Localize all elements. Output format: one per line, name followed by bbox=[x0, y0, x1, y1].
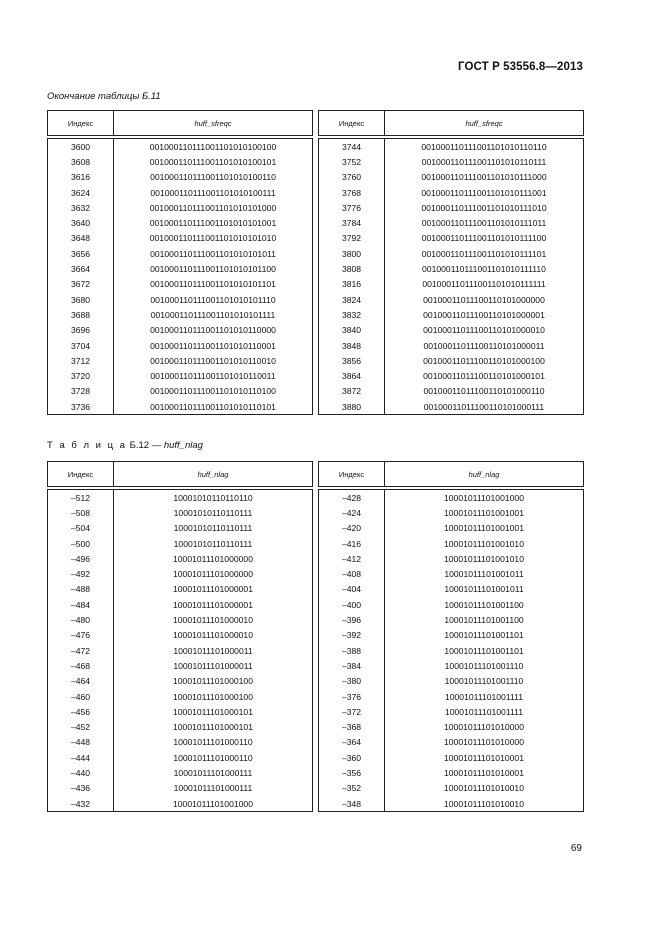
code-cell: 10001011101000011 bbox=[114, 643, 313, 658]
table-row bbox=[319, 399, 584, 415]
code-cell: 00100011011100110101000011 bbox=[385, 338, 584, 353]
code-cell: 10001011101000111 bbox=[114, 765, 313, 780]
code-cell: 00100011011100110101000001 bbox=[385, 307, 584, 322]
table-row bbox=[48, 750, 313, 765]
table-row bbox=[319, 246, 584, 261]
index-cell: –388 bbox=[319, 643, 385, 658]
table-row bbox=[48, 215, 313, 230]
code-cell: 001000110111001101010100100 bbox=[114, 139, 313, 155]
table-row bbox=[48, 261, 313, 276]
code-cell: 10001011101010010 bbox=[385, 796, 584, 812]
table-row bbox=[319, 521, 584, 536]
code-cell: 10001011101000010 bbox=[114, 612, 313, 627]
column-header-huff-sfreqc: huff_sfreqc bbox=[114, 111, 313, 136]
code-cell: 10001011101001101 bbox=[385, 628, 584, 643]
table-row bbox=[48, 139, 313, 155]
column-header-index: Индекс bbox=[319, 462, 385, 487]
code-cell: 00100011011100110101000100 bbox=[385, 353, 584, 368]
table-row bbox=[319, 551, 584, 566]
code-cell: 001000110111001101010110010 bbox=[114, 353, 313, 368]
code-cell: 001000110111001101010110100 bbox=[114, 384, 313, 399]
index-cell: 3672 bbox=[48, 277, 114, 292]
table-row bbox=[319, 490, 584, 506]
code-cell: 001000110111001101010100101 bbox=[114, 154, 313, 169]
index-cell: 3808 bbox=[319, 261, 385, 276]
code-cell: 001000110111001101010101010 bbox=[114, 231, 313, 246]
table-row bbox=[319, 215, 584, 230]
index-cell: –504 bbox=[48, 521, 114, 536]
index-cell: 3680 bbox=[48, 292, 114, 307]
index-cell: –492 bbox=[48, 566, 114, 581]
code-cell: 001000110111001101010101001 bbox=[114, 215, 313, 230]
table-row bbox=[48, 796, 313, 812]
code-cell: 10001011101001111 bbox=[385, 704, 584, 719]
table-row bbox=[319, 384, 584, 399]
code-cell: 10001011101001000 bbox=[114, 796, 313, 812]
index-cell: 3648 bbox=[48, 231, 114, 246]
table-row bbox=[319, 323, 584, 338]
index-cell: –448 bbox=[48, 735, 114, 750]
code-cell: 001000110111001101010110111 bbox=[385, 154, 584, 169]
code-cell: 10001010110110111 bbox=[114, 505, 313, 520]
code-cell: 10001011101000101 bbox=[114, 704, 313, 719]
code-cell: 10001011101000011 bbox=[114, 658, 313, 673]
index-cell: –488 bbox=[48, 582, 114, 597]
table-row bbox=[48, 338, 313, 353]
code-cell: 10001011101001010 bbox=[385, 551, 584, 566]
table-row bbox=[319, 307, 584, 322]
code-cell: 00100011011100110101000010 bbox=[385, 323, 584, 338]
table-row bbox=[48, 505, 313, 520]
table-row bbox=[319, 185, 584, 200]
table-row bbox=[48, 719, 313, 734]
code-cell: 001000110111001101010111010 bbox=[385, 200, 584, 215]
index-cell: –460 bbox=[48, 689, 114, 704]
index-cell: –444 bbox=[48, 750, 114, 765]
code-cell: 10001010110110111 bbox=[114, 536, 313, 551]
table-row bbox=[319, 536, 584, 551]
index-cell: –400 bbox=[319, 597, 385, 612]
index-cell: –360 bbox=[319, 750, 385, 765]
code-cell: 10001011101000110 bbox=[114, 735, 313, 750]
index-cell: –356 bbox=[319, 765, 385, 780]
code-cell: 10001011101001001 bbox=[385, 521, 584, 536]
index-cell: –464 bbox=[48, 674, 114, 689]
code-cell: 00100011011100110101000110 bbox=[385, 384, 584, 399]
code-cell: 10001011101000001 bbox=[114, 582, 313, 597]
index-cell: 3616 bbox=[48, 170, 114, 185]
table-row bbox=[48, 597, 313, 612]
code-cell: 10001011101001011 bbox=[385, 566, 584, 581]
table-row bbox=[48, 231, 313, 246]
index-cell: 3656 bbox=[48, 246, 114, 261]
index-cell: 3760 bbox=[319, 170, 385, 185]
code-cell: 10001011101010000 bbox=[385, 735, 584, 750]
table-b12 bbox=[47, 461, 584, 812]
code-cell: 001000110111001101010101101 bbox=[114, 277, 313, 292]
code-cell: 10001011101001111 bbox=[385, 689, 584, 704]
table-b12-left bbox=[47, 461, 313, 812]
code-cell: 001000110111001101010101110 bbox=[114, 292, 313, 307]
table-row bbox=[48, 292, 313, 307]
code-cell: 001000110111001101010111101 bbox=[385, 246, 584, 261]
code-cell: 001000110111001101010101000 bbox=[114, 200, 313, 215]
table-b12-caption bbox=[47, 440, 203, 451]
table-row bbox=[48, 566, 313, 581]
index-cell: –420 bbox=[319, 521, 385, 536]
table-row bbox=[48, 704, 313, 719]
table-row bbox=[319, 674, 584, 689]
table-row bbox=[319, 231, 584, 246]
code-cell: 10001011101000111 bbox=[114, 781, 313, 796]
code-cell: 001000110111001101010111100 bbox=[385, 231, 584, 246]
table-row bbox=[319, 292, 584, 307]
index-cell: –412 bbox=[319, 551, 385, 566]
table-b11-caption: Окончание таблицы Б.11 bbox=[47, 91, 161, 102]
code-cell: 10001011101010001 bbox=[385, 765, 584, 780]
index-cell: –364 bbox=[319, 735, 385, 750]
table-row bbox=[319, 781, 584, 796]
column-header-huff-sfreqc: huff_sfreqc bbox=[385, 111, 584, 136]
table-row bbox=[319, 368, 584, 383]
index-cell: 3696 bbox=[48, 323, 114, 338]
index-cell: 3632 bbox=[48, 200, 114, 215]
index-cell: 3856 bbox=[319, 353, 385, 368]
table-row bbox=[319, 628, 584, 643]
index-cell: 3832 bbox=[319, 307, 385, 322]
table-row bbox=[319, 612, 584, 627]
index-cell: 3848 bbox=[319, 338, 385, 353]
table-row bbox=[48, 735, 313, 750]
index-cell: 3624 bbox=[48, 185, 114, 200]
code-cell: 10001011101001000 bbox=[385, 490, 584, 506]
table-b12-right bbox=[318, 461, 584, 812]
column-header-index: Индекс bbox=[319, 111, 385, 136]
code-cell: 001000110111001101010101011 bbox=[114, 246, 313, 261]
index-cell: 3712 bbox=[48, 353, 114, 368]
document-standard-number: ГОСТ Р 53556.8—2013 bbox=[458, 61, 583, 73]
index-cell: 3600 bbox=[48, 139, 114, 155]
index-cell: –368 bbox=[319, 719, 385, 734]
index-cell: 3776 bbox=[319, 200, 385, 215]
code-cell: 10001011101000101 bbox=[114, 719, 313, 734]
table-row bbox=[48, 643, 313, 658]
index-cell: –404 bbox=[319, 582, 385, 597]
table-row bbox=[48, 689, 313, 704]
index-cell: –392 bbox=[319, 628, 385, 643]
index-cell: –428 bbox=[319, 490, 385, 506]
code-cell: 10001011101000010 bbox=[114, 628, 313, 643]
index-cell: –456 bbox=[48, 704, 114, 719]
table-row bbox=[48, 185, 313, 200]
column-header-huff-nlag: huff_nlag bbox=[385, 462, 584, 487]
index-cell: 3800 bbox=[319, 246, 385, 261]
code-cell: 10001011101010001 bbox=[385, 750, 584, 765]
code-cell: 001000110111001101010111001 bbox=[385, 185, 584, 200]
table-row bbox=[319, 597, 584, 612]
code-cell: 10001011101001001 bbox=[385, 505, 584, 520]
table-row bbox=[319, 689, 584, 704]
table-row bbox=[48, 536, 313, 551]
index-cell: 3744 bbox=[319, 139, 385, 155]
code-cell: 10001011101000000 bbox=[114, 566, 313, 581]
index-cell: –424 bbox=[319, 505, 385, 520]
code-cell: 001000110111001101010111111 bbox=[385, 277, 584, 292]
index-cell: –436 bbox=[48, 781, 114, 796]
index-cell: –384 bbox=[319, 658, 385, 673]
index-cell: –348 bbox=[319, 796, 385, 812]
table-row bbox=[48, 781, 313, 796]
code-cell: 10001011101000100 bbox=[114, 689, 313, 704]
table-row bbox=[319, 796, 584, 812]
code-cell: 001000110111001101010111011 bbox=[385, 215, 584, 230]
table-row bbox=[48, 323, 313, 338]
index-cell: 3688 bbox=[48, 307, 114, 322]
table-row bbox=[319, 658, 584, 673]
table-b12-caption-prefix: Т а б л и ц а bbox=[47, 440, 127, 451]
index-cell: 3824 bbox=[319, 292, 385, 307]
index-cell: 3752 bbox=[319, 154, 385, 169]
table-row bbox=[319, 566, 584, 581]
table-row bbox=[48, 765, 313, 780]
code-cell: 10001011101001011 bbox=[385, 582, 584, 597]
code-cell: 001000110111001101010110011 bbox=[114, 368, 313, 383]
table-row bbox=[319, 505, 584, 520]
table-b12-caption-number: Б.12 — bbox=[126, 440, 164, 451]
table-row bbox=[48, 399, 313, 415]
index-cell: 3880 bbox=[319, 399, 385, 415]
table-row bbox=[48, 307, 313, 322]
index-cell: 3704 bbox=[48, 338, 114, 353]
table-row bbox=[48, 384, 313, 399]
code-cell: 10001011101001101 bbox=[385, 643, 584, 658]
table-row bbox=[48, 582, 313, 597]
index-cell: 3864 bbox=[319, 368, 385, 383]
index-cell: 3840 bbox=[319, 323, 385, 338]
code-cell: 001000110111001101010110001 bbox=[114, 338, 313, 353]
index-cell: –376 bbox=[319, 689, 385, 704]
code-cell: 10001011101001110 bbox=[385, 658, 584, 673]
code-cell: 001000110111001101010110101 bbox=[114, 399, 313, 415]
table-row bbox=[48, 368, 313, 383]
table-b11 bbox=[47, 110, 584, 415]
table-row bbox=[319, 750, 584, 765]
table-row bbox=[48, 521, 313, 536]
index-cell: 3640 bbox=[48, 215, 114, 230]
table-row bbox=[48, 658, 313, 673]
index-cell: –440 bbox=[48, 765, 114, 780]
code-cell: 001000110111001101010110110 bbox=[385, 139, 584, 155]
table-row bbox=[48, 490, 313, 506]
table-b11-right bbox=[318, 110, 584, 415]
table-row bbox=[319, 139, 584, 155]
index-cell: 3608 bbox=[48, 154, 114, 169]
index-cell: 3728 bbox=[48, 384, 114, 399]
code-cell: 00100011011100110101000101 bbox=[385, 368, 584, 383]
index-cell: –480 bbox=[48, 612, 114, 627]
index-cell: –452 bbox=[48, 719, 114, 734]
index-cell: 3664 bbox=[48, 261, 114, 276]
index-cell: –408 bbox=[319, 566, 385, 581]
index-cell: –380 bbox=[319, 674, 385, 689]
table-row bbox=[48, 154, 313, 169]
table-row bbox=[319, 704, 584, 719]
table-row bbox=[48, 612, 313, 627]
table-row bbox=[319, 643, 584, 658]
code-cell: 10001011101001100 bbox=[385, 597, 584, 612]
table-row bbox=[48, 551, 313, 566]
index-cell: 3768 bbox=[319, 185, 385, 200]
index-cell: –416 bbox=[319, 536, 385, 551]
code-cell: 10001011101001010 bbox=[385, 536, 584, 551]
table-row bbox=[319, 582, 584, 597]
index-cell: –496 bbox=[48, 551, 114, 566]
index-cell: 3784 bbox=[319, 215, 385, 230]
column-header-index: Индекс bbox=[48, 111, 114, 136]
index-cell: –472 bbox=[48, 643, 114, 658]
table-row bbox=[319, 154, 584, 169]
code-cell: 001000110111001101010101100 bbox=[114, 261, 313, 276]
table-b11-left bbox=[47, 110, 313, 415]
code-cell: 00100011011100110101000000 bbox=[385, 292, 584, 307]
table-row bbox=[48, 277, 313, 292]
table-row bbox=[319, 200, 584, 215]
column-header-huff-nlag: huff_nlag bbox=[114, 462, 313, 487]
index-cell: –396 bbox=[319, 612, 385, 627]
table-row bbox=[319, 353, 584, 368]
index-cell: 3792 bbox=[319, 231, 385, 246]
table-row bbox=[48, 170, 313, 185]
code-cell: 10001010110110110 bbox=[114, 490, 313, 506]
code-cell: 10001011101000110 bbox=[114, 750, 313, 765]
code-cell: 001000110111001101010100110 bbox=[114, 170, 313, 185]
table-row bbox=[319, 765, 584, 780]
table-row bbox=[319, 170, 584, 185]
code-cell: 001000110111001101010111110 bbox=[385, 261, 584, 276]
code-cell: 00100011011100110101000111 bbox=[385, 399, 584, 415]
code-cell: 001000110111001101010110000 bbox=[114, 323, 313, 338]
column-header-index: Индекс bbox=[48, 462, 114, 487]
index-cell: –484 bbox=[48, 597, 114, 612]
table-row bbox=[319, 719, 584, 734]
index-cell: –476 bbox=[48, 628, 114, 643]
code-cell: 10001011101010000 bbox=[385, 719, 584, 734]
table-row bbox=[48, 200, 313, 215]
table-row bbox=[48, 674, 313, 689]
index-cell: 3720 bbox=[48, 368, 114, 383]
table-row bbox=[319, 277, 584, 292]
code-cell: 10001011101000100 bbox=[114, 674, 313, 689]
code-cell: 10001011101000001 bbox=[114, 597, 313, 612]
code-cell: 001000110111001101010111000 bbox=[385, 170, 584, 185]
code-cell: 10001011101001110 bbox=[385, 674, 584, 689]
index-cell: –352 bbox=[319, 781, 385, 796]
index-cell: –432 bbox=[48, 796, 114, 812]
code-cell: 001000110111001101010101111 bbox=[114, 307, 313, 322]
table-row bbox=[48, 628, 313, 643]
table-row bbox=[48, 246, 313, 261]
index-cell: –500 bbox=[48, 536, 114, 551]
index-cell: 3816 bbox=[319, 277, 385, 292]
index-cell: –372 bbox=[319, 704, 385, 719]
code-cell: 001000110111001101010100111 bbox=[114, 185, 313, 200]
index-cell: –468 bbox=[48, 658, 114, 673]
table-row bbox=[48, 353, 313, 368]
index-cell: –512 bbox=[48, 490, 114, 506]
table-b12-caption-name: huff_nlag bbox=[163, 440, 203, 451]
index-cell: 3872 bbox=[319, 384, 385, 399]
page-number: 69 bbox=[570, 843, 582, 854]
table-row bbox=[319, 338, 584, 353]
code-cell: 10001011101000000 bbox=[114, 551, 313, 566]
table-row bbox=[319, 261, 584, 276]
table-row bbox=[319, 735, 584, 750]
code-cell: 10001010110110111 bbox=[114, 521, 313, 536]
index-cell: –508 bbox=[48, 505, 114, 520]
index-cell: 3736 bbox=[48, 399, 114, 415]
code-cell: 10001011101010010 bbox=[385, 781, 584, 796]
code-cell: 10001011101001100 bbox=[385, 612, 584, 627]
